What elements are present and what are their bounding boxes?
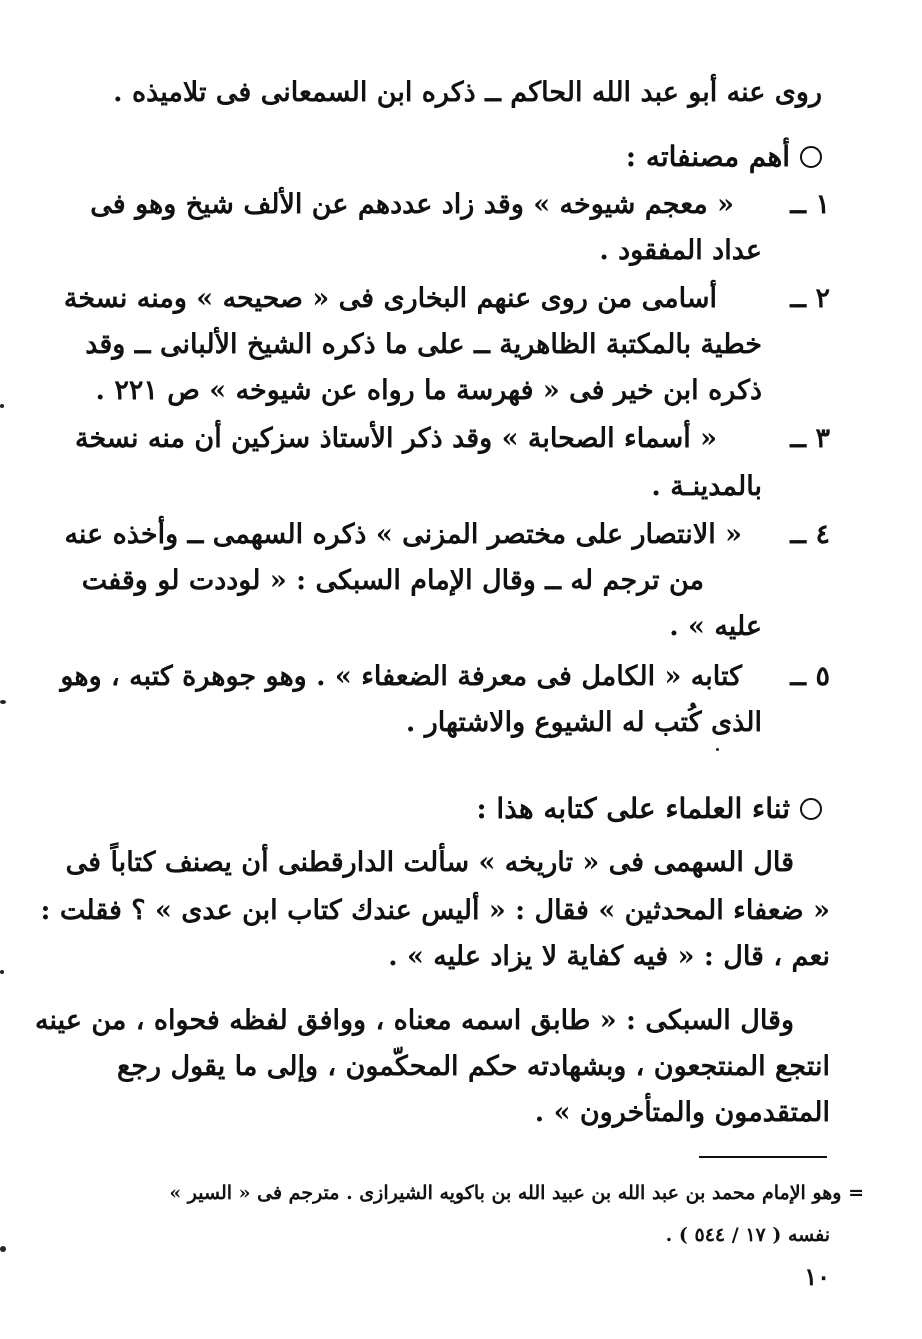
footnote-line-2: نفسه ( ١٧ / ٥٤٤ ) . [665, 1224, 830, 1246]
heading-text: ثناء العلماء على كتابه هذا : [476, 792, 790, 825]
item-number-5: ٥ ــ [790, 661, 830, 692]
circle-bullet-icon [800, 146, 822, 168]
scan-speck [0, 700, 6, 704]
item-5-line-2: الذى كُتب له الشيوع والاشتهار . [405, 707, 762, 738]
paragraph-1-line-3: نعم ، قال : « فيه كفاية لا يزاد عليه » . [388, 941, 830, 972]
scan-speck [0, 404, 4, 408]
item-2-line-2: خطية بالمكتبة الظاهرية ــ على ما ذكره الشيخ الألبانى ــ وقد [85, 329, 762, 360]
item-number-3: ٣ ــ [790, 423, 830, 454]
item-number-1: ١ ــ [790, 189, 830, 220]
item-number-4: ٤ ــ [790, 519, 830, 550]
intro-line: روى عنه أبو عبد الله الحاكم ــ ذكره ابن السمعانى فى تلاميذه . [113, 77, 822, 108]
item-3-line-1: « أسماء الصحابة » وقد ذكر الأستاذ سزكين أن منه نسخة [74, 423, 717, 454]
footnote-divider [699, 1156, 827, 1158]
item-3-line-2: بالمدينـة . [651, 471, 762, 502]
item-4-line-3: عليه » . [669, 611, 762, 642]
heading-text: أهم مصنفاته : [625, 140, 790, 173]
item-2-line-1: أسامى من روى عنهم البخارى فى « صحيحه » ومنه نسخة [63, 283, 717, 314]
item-4-line-2: من ترجم له ــ وقال الإمام السبكى : « لوددت لو وقفت [81, 565, 704, 596]
paragraph-2-line-1: وقال السبكى : « طابق اسمه معناه ، ووافق لفظه فحواه ، من عينه [35, 1005, 794, 1036]
item-5-line-1: كتابه « الكامل فى معرفة الضعفاء » . وهو جوهرة كتبه ، وهو [60, 661, 742, 692]
section-heading-praise [476, 792, 822, 826]
circle-bullet-icon [800, 798, 822, 820]
paragraph-1-line-1: قال السهمى فى « تاريخه » سألت الدارقطنى أن يصنف كتاباً فى [65, 847, 794, 878]
item-4-line-1: « الانتصار على مختصر المزنى » ذكره السهمى ــ وأخذه عنه [64, 519, 742, 550]
scan-speck [716, 748, 719, 751]
item-1-line-2: عداد المفقود . [599, 235, 762, 266]
section-heading-works [626, 140, 822, 174]
scan-speck [0, 1246, 6, 1252]
paragraph-2-line-2: انتجع المنتجعون ، وبشهادته حكم المحكّمون ، وإلى ما يقول رجع [116, 1051, 830, 1082]
item-1-line-1: « معجم شيوخه » وقد زاد عددهم عن الألف شيخ وهو فى [90, 189, 734, 220]
scan-speck [0, 970, 4, 974]
paragraph-1-line-2: « ضعفاء المحدثين » فقال : « أليس عندك كتاب ابن عدى » ؟ فقلت : [40, 895, 830, 926]
footnote-line-1: = وهو الإمام محمد بن عبد الله بن عبيد الله بن باكويه الشيرازى . مترجم فى « السير » [169, 1182, 864, 1204]
item-2-line-3: ذكره ابن خير فى « فهرسة ما رواه عن شيوخه » ص ٢٢١ . [95, 375, 762, 406]
page-number: ١٠ [804, 1262, 830, 1291]
paragraph-2-line-3: المتقدمون والمتأخرون » . [534, 1097, 830, 1128]
item-number-2: ٢ ــ [790, 283, 830, 314]
